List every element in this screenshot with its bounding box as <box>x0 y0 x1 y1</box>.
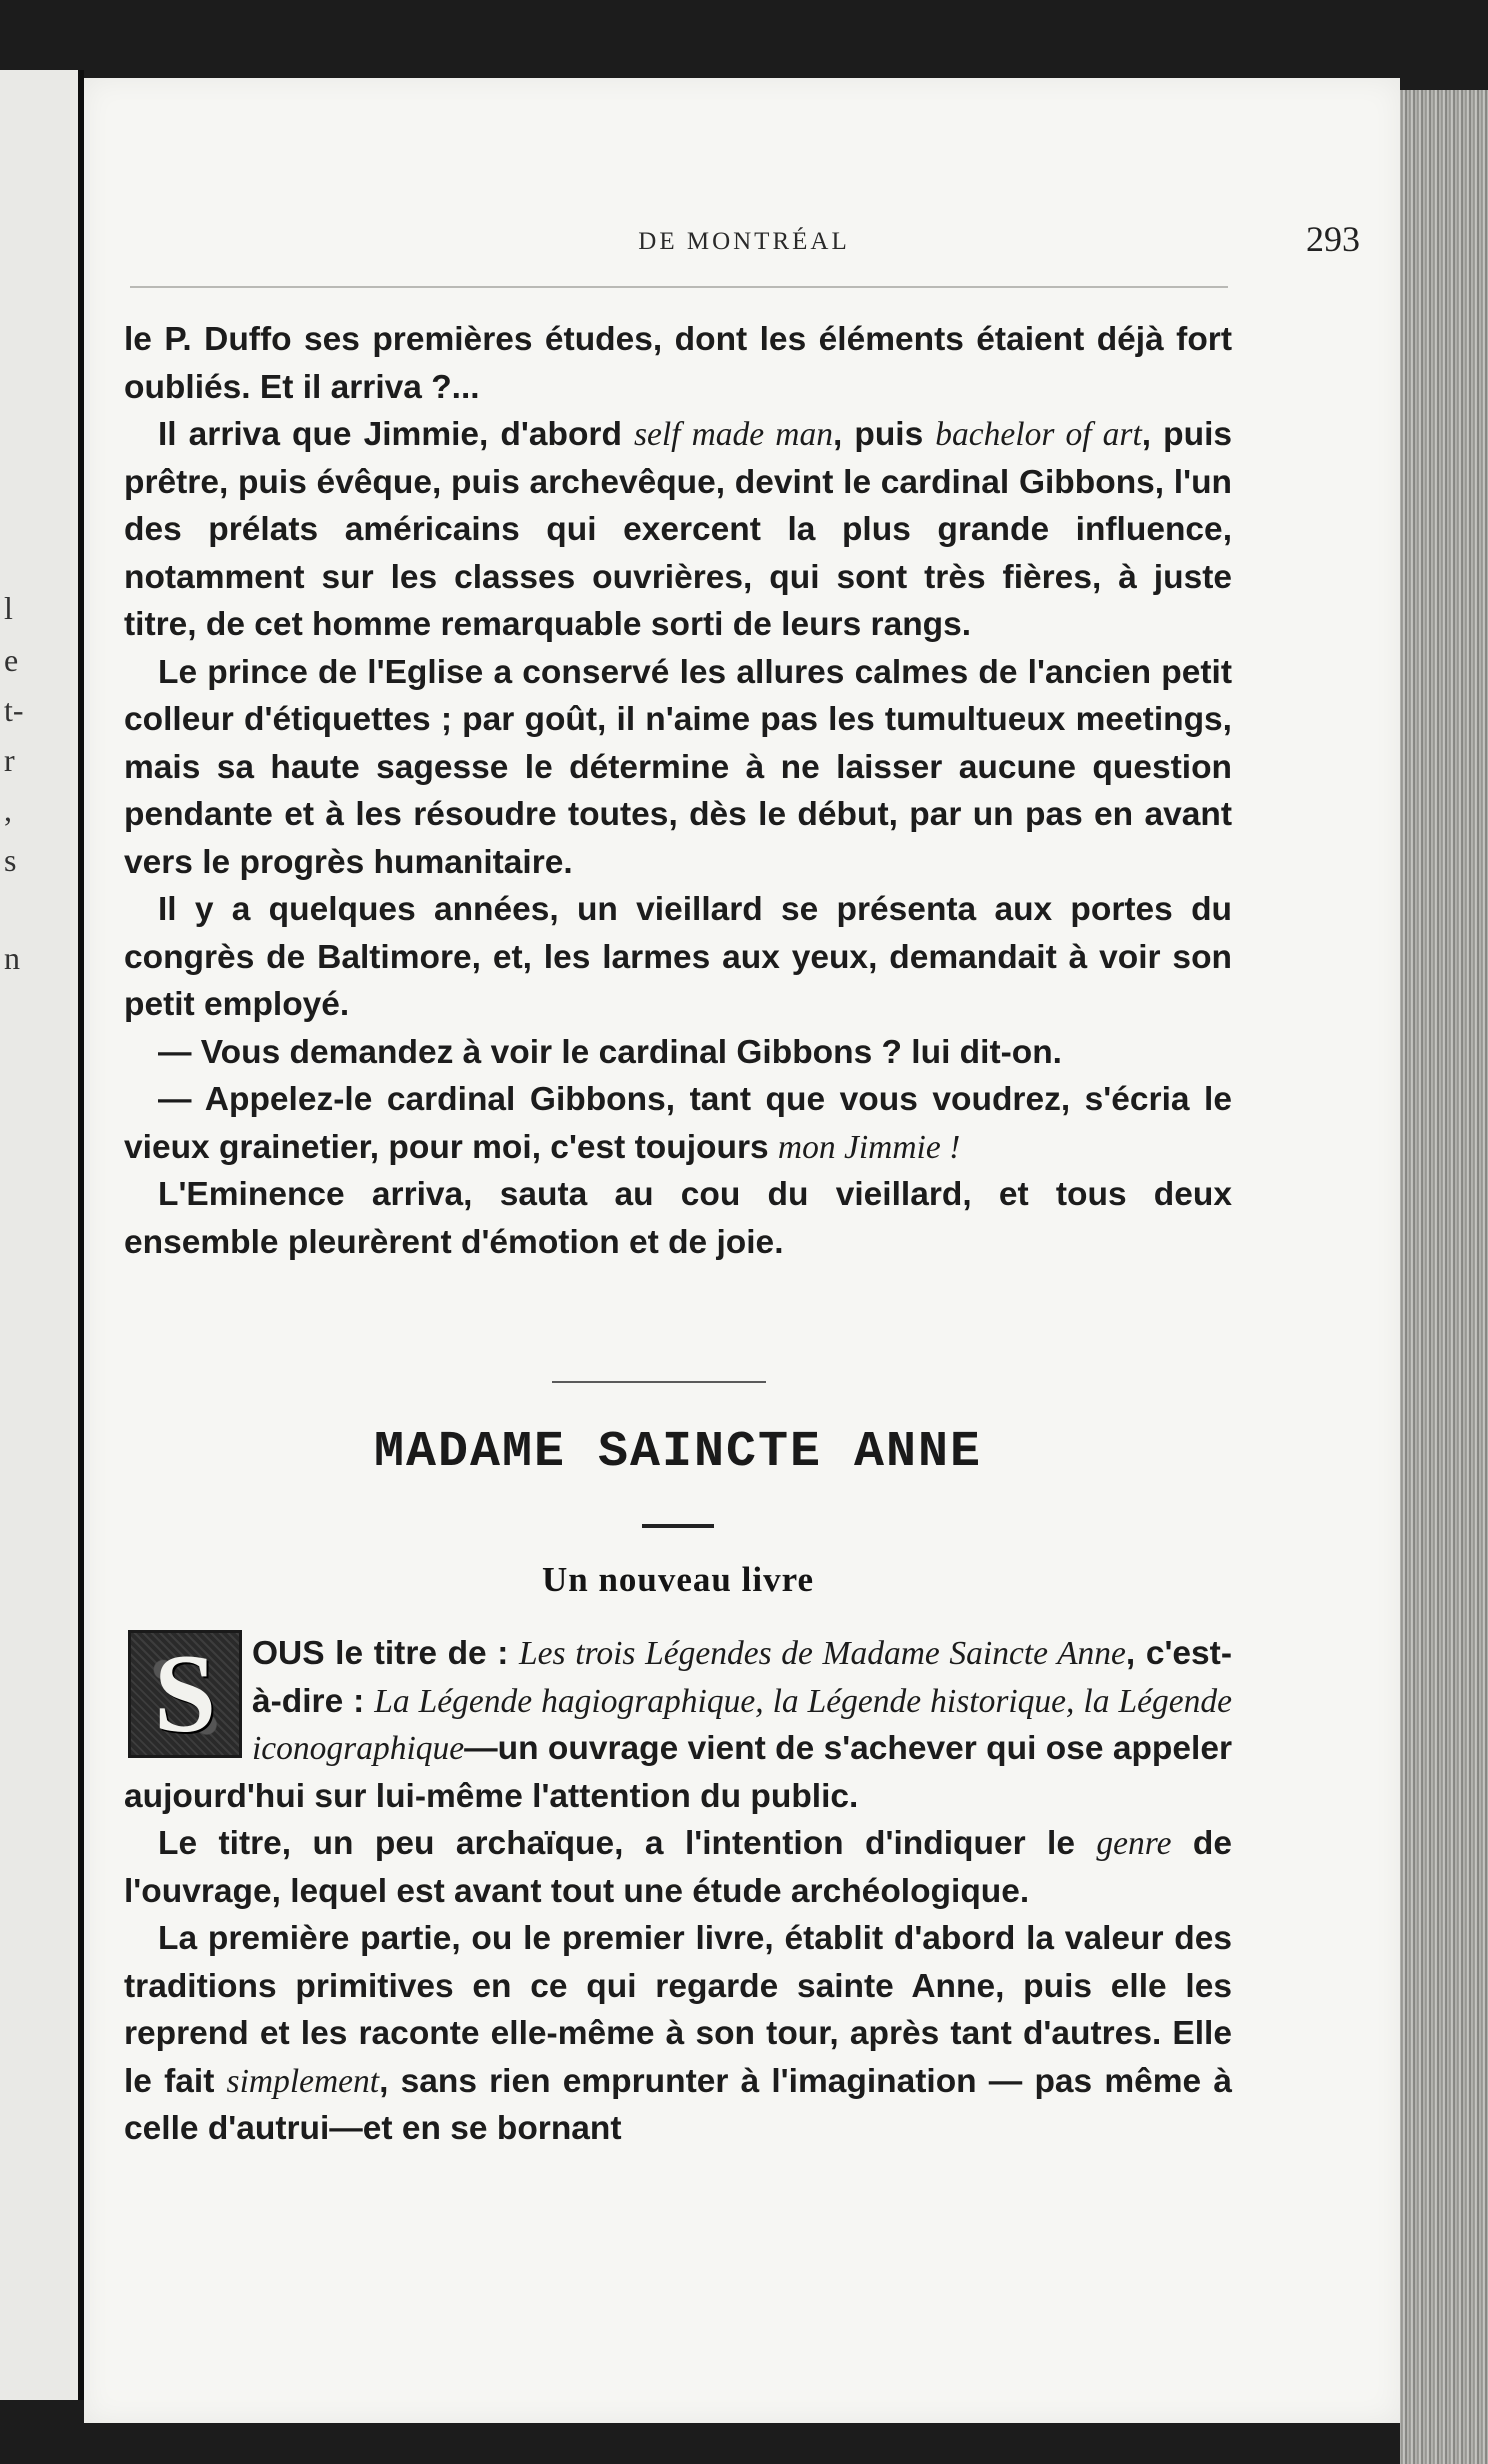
section-subtitle: Un nouveau livre <box>541 1560 815 1599</box>
facing-page-edge <box>0 70 84 2400</box>
facing-page-fragment: s <box>4 842 17 878</box>
paragraph: Il arriva que Jimmie, d'abord self made man, puis bachelor of art, puis prêtre, puis évêque, puis archevêque, devint le cardinal Gibbons, l'un des prélats américains qui exercent la plus grande influence, notamment sur les classes ouvrières, qui sont très fières, à juste titre, de cet homme remarquable sorti de leurs rangs. <box>124 416 1233 643</box>
paragraph: Le titre, un peu archaïque, a l'intention d'indiquer le genre de l'ouvrage, lequel est avant tout une étude archéologique. <box>124 1825 1232 1910</box>
facing-page-fragment: r <box>4 742 15 778</box>
paragraph: Le prince de l'Eglise a conservé les allures calmes de l'ancien petit colleur d'étiquettes ; par goût, il n'aime pas les tumultueux meetings, mais sa haute sagesse le détermine à ne laisser aucune question pendante et à les résoudre toutes, dès le début, par un pas en avant vers le progrès humanitaire. <box>124 653 1232 881</box>
facing-page-fragment: n <box>4 940 20 976</box>
running-head: DE MONTRÉAL <box>638 228 850 255</box>
paragraph: L'Eminence arriva, sauta au cou du vieillard, et tous deux ensemble pleurèrent d'émotion et de joie. <box>124 1176 1232 1261</box>
paragraph: le P. Duffo ses premières études, dont les éléments étaient déjà fort oubliés. Et il arriva ?... <box>124 321 1232 406</box>
paragraph: — Appelez-le cardinal Gibbons, tant que vous voudrez, s'écria le vieux grainetier, pour moi, c'est toujours mon Jimmie ! <box>124 1081 1232 1166</box>
paragraph: OUS le titre de : Les trois Légendes de Madame Saincte Anne, c'est-à-dire : La Légende hagiographique, la Légende historique, la Légende iconographique—un ouvrage vient de s'achever qui ose appeler aujourd'hui sur lui-même l'attention du public. <box>124 1635 1232 1815</box>
section-separator <box>552 1381 766 1383</box>
article-body <box>124 316 1232 1266</box>
drop-cap-letter: S <box>153 1632 217 1756</box>
header-rule <box>130 286 1228 288</box>
page-header <box>128 218 1360 268</box>
paragraph: — Vous demandez à voir le cardinal Gibbons ? lui dit-on. <box>158 1033 1062 1071</box>
ornamental-drop-cap <box>128 1630 242 1758</box>
title-rule <box>642 1524 714 1528</box>
page-block-edge <box>1400 90 1488 2464</box>
facing-page-fragment: t- <box>4 692 24 728</box>
facing-page-fragment: , <box>4 792 12 828</box>
facing-page-fragment: l <box>4 590 13 626</box>
page-number: 293 <box>1306 219 1360 259</box>
section-title: MADAME SAINCTE ANNE <box>373 1424 983 1481</box>
paragraph: Il y a quelques années, un vieillard se présenta aux portes du congrès de Baltimore, et, les larmes aux yeux, demandait à voir son petit employé. <box>124 891 1232 1023</box>
section-body <box>124 1630 1232 2153</box>
facing-page-fragment: e <box>4 642 19 678</box>
paragraph: La première partie, ou le premier livre, établit d'abord la valeur des traditions primitives en ce qui regarde sainte Anne, puis elle les reprend et les raconte elle-même à son tour, après tant d'autres. Elle le fait simplement, sans rien emprunter à l'imagination — pas même à celle d'autrui—et en se bornant <box>124 1920 1232 2147</box>
